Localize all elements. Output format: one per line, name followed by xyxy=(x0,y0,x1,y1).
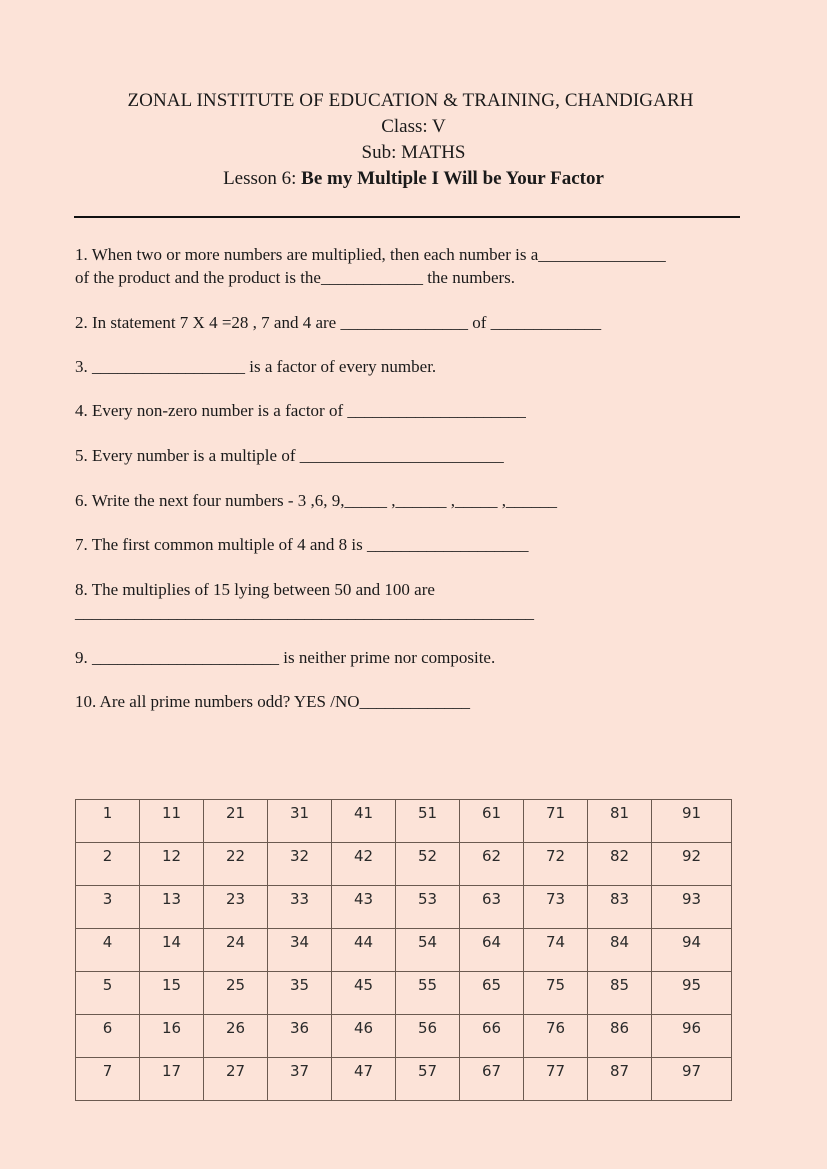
lesson-name: Be my Multiple I Will be Your Factor xyxy=(301,168,604,189)
grid-row xyxy=(76,886,732,929)
question-5: 5. Every number is a multiple of ________________________ xyxy=(75,446,504,465)
grid-cell: 36 xyxy=(268,1015,332,1058)
grid-cell: 54 xyxy=(396,929,460,972)
grid-cell: 23 xyxy=(204,886,268,929)
institute-name: ZONAL INSTITUTE OF EDUCATION & TRAINING, CHANDIGARH xyxy=(127,90,694,111)
grid-cell: 31 xyxy=(268,800,332,843)
header-divider xyxy=(74,216,740,218)
grid-cell: 73 xyxy=(524,886,588,929)
grid-cell: 51 xyxy=(396,800,460,843)
grid-cell: 87 xyxy=(588,1058,652,1101)
grid-cell: 97 xyxy=(652,1058,732,1101)
grid-cell: 93 xyxy=(652,886,732,929)
question-4: 4. Every non-zero number is a factor of _____________________ xyxy=(75,401,526,420)
grid-cell: 15 xyxy=(140,972,204,1015)
grid-cell: 81 xyxy=(588,800,652,843)
grid-cell: 13 xyxy=(140,886,204,929)
grid-cell: 35 xyxy=(268,972,332,1015)
grid-cell: 82 xyxy=(588,843,652,886)
grid-cell: 83 xyxy=(588,886,652,929)
grid-cell: 53 xyxy=(396,886,460,929)
grid-cell: 41 xyxy=(332,800,396,843)
question-10: 10. Are all prime numbers odd? YES /NO_____________ xyxy=(75,692,471,711)
grid-row xyxy=(76,1015,732,1058)
grid-cell: 71 xyxy=(524,800,588,843)
subject-label: Sub: MATHS xyxy=(361,142,466,163)
grid-row xyxy=(76,972,732,1015)
grid-cell: 34 xyxy=(268,929,332,972)
grid-cell: 96 xyxy=(652,1015,732,1058)
grid-cell: 27 xyxy=(204,1058,268,1101)
grid-cell: 25 xyxy=(204,972,268,1015)
grid-cell: 65 xyxy=(460,972,524,1015)
grid-cell: 76 xyxy=(524,1015,588,1058)
grid-cell: 74 xyxy=(524,929,588,972)
question-2: 2. In statement 7 X 4 =28 , 7 and 4 are _______________ of _____________ xyxy=(75,313,602,332)
question-8-answer-line: ______________________________________________________ xyxy=(75,603,534,622)
grid-cell: 85 xyxy=(588,972,652,1015)
grid-cell: 24 xyxy=(204,929,268,972)
grid-cell: 26 xyxy=(204,1015,268,1058)
grid-cell: 77 xyxy=(524,1058,588,1101)
grid-cell: 57 xyxy=(396,1058,460,1101)
grid-cell: 45 xyxy=(332,972,396,1015)
question-9: 9. ______________________ is neither prime nor composite. xyxy=(75,648,496,667)
grid-cell: 42 xyxy=(332,843,396,886)
grid-cell: 1 xyxy=(76,800,140,843)
grid-cell: 12 xyxy=(140,843,204,886)
grid-row xyxy=(76,800,732,843)
grid-cell: 55 xyxy=(396,972,460,1015)
grid-cell: 84 xyxy=(588,929,652,972)
grid-cell: 46 xyxy=(332,1015,396,1058)
grid-cell: 92 xyxy=(652,843,732,886)
grid-cell: 56 xyxy=(396,1015,460,1058)
grid-cell: 75 xyxy=(524,972,588,1015)
grid-cell: 67 xyxy=(460,1058,524,1101)
grid-row xyxy=(76,843,732,886)
grid-cell: 52 xyxy=(396,843,460,886)
grid-cell: 17 xyxy=(140,1058,204,1101)
question-3: 3. __________________ is a factor of every number. xyxy=(75,357,437,376)
grid-cell: 3 xyxy=(76,886,140,929)
grid-cell: 2 xyxy=(76,843,140,886)
grid-cell: 11 xyxy=(140,800,204,843)
grid-cell: 91 xyxy=(652,800,732,843)
grid-cell: 4 xyxy=(76,929,140,972)
grid-cell: 43 xyxy=(332,886,396,929)
grid-cell: 32 xyxy=(268,843,332,886)
grid-cell: 95 xyxy=(652,972,732,1015)
grid-cell: 37 xyxy=(268,1058,332,1101)
grid-cell: 33 xyxy=(268,886,332,929)
grid-cell: 72 xyxy=(524,843,588,886)
lesson-prefix: Lesson 6: xyxy=(223,168,302,189)
grid-cell: 14 xyxy=(140,929,204,972)
grid-cell: 62 xyxy=(460,843,524,886)
grid-cell: 86 xyxy=(588,1015,652,1058)
question-1-line-2: of the product and the product is the____________ the numbers. xyxy=(75,268,516,287)
question-1-line-1: 1. When two or more numbers are multiplied, then each number is a_______________ xyxy=(75,245,666,264)
grid-cell: 22 xyxy=(204,843,268,886)
grid-row xyxy=(76,929,732,972)
grid-cell: 66 xyxy=(460,1015,524,1058)
class-label: Class: V xyxy=(381,116,446,137)
grid-cell: 61 xyxy=(460,800,524,843)
grid-cell: 44 xyxy=(332,929,396,972)
grid-cell: 47 xyxy=(332,1058,396,1101)
question-7: 7. The first common multiple of 4 and 8 is ___________________ xyxy=(75,535,529,554)
question-8-line-1: 8. The multiplies of 15 lying between 50 and 100 are xyxy=(75,580,435,599)
grid-cell: 63 xyxy=(460,886,524,929)
grid-cell: 5 xyxy=(76,972,140,1015)
grid-cell: 7 xyxy=(76,1058,140,1101)
grid-cell: 94 xyxy=(652,929,732,972)
grid-cell: 21 xyxy=(204,800,268,843)
question-6: 6. Write the next four numbers - 3 ,6, 9,_____ ,______ ,_____ ,______ xyxy=(75,491,558,510)
grid-row xyxy=(76,1058,732,1101)
grid-cell: 16 xyxy=(140,1015,204,1058)
grid-cell: 6 xyxy=(76,1015,140,1058)
worksheet-header xyxy=(0,88,827,192)
grid-cell: 64 xyxy=(460,929,524,972)
number-grid xyxy=(75,799,732,1101)
lesson-title xyxy=(0,166,827,192)
